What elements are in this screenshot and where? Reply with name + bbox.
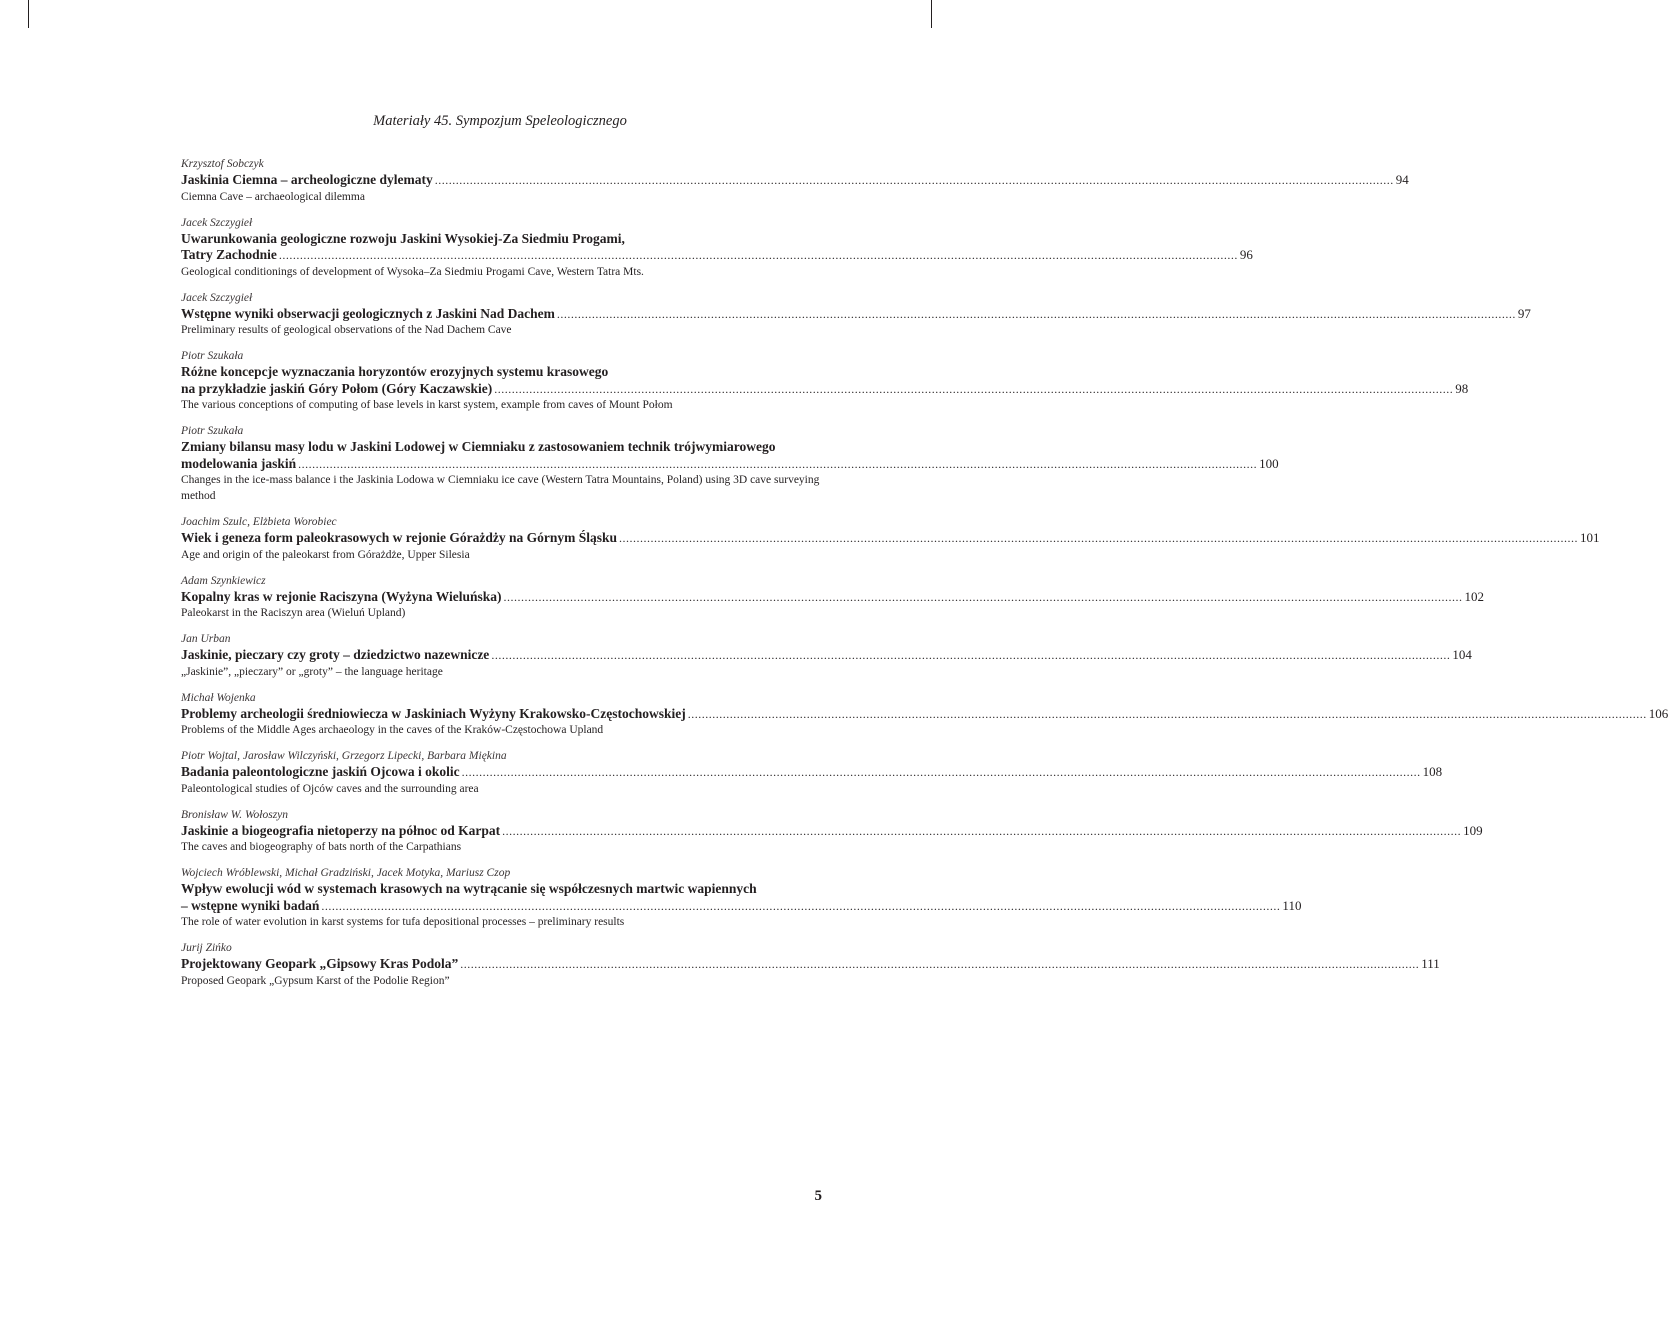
entry-author: Piotr Szukała: [181, 425, 244, 437]
entry-title-final-line: [181, 647, 1472, 664]
toc-entry: [181, 866, 1302, 930]
dot-leader: ..................................................................................................................................................................................................................................................................................: [618, 531, 1578, 545]
page-number: 5: [814, 1188, 822, 1204]
entry-author: Jan Urban: [181, 633, 231, 645]
entry-english-title: „Jaskinie”, „pieczary” or „groty” – the language heritage: [181, 665, 443, 678]
entry-title: na przykładzie jaskiń Góry Połom (Góry Kaczawskie): [181, 380, 493, 396]
entry-title-line: Różne koncepcje wyznaczania horyzontów erozyjnych systemu krasowego: [181, 364, 609, 379]
crop-mark-left: [28, 0, 29, 28]
entry-page-number: 94: [1395, 172, 1409, 187]
dot-leader: ..................................................................................................................................................................................................................................................................................: [461, 765, 1421, 779]
entry-title-line: Uwarunkowania geologiczne rozwoju Jaskini Wysokiej-Za Siedmiu Progami,: [181, 230, 625, 246]
entry-title: Kopalny kras w rejonie Raciszyna (Wyżyna Wieluńska): [181, 588, 502, 604]
entry-author: Wojciech Wróblewski, Michał Gradziński, Jacek Motyka, Mariusz Czop: [181, 867, 511, 879]
entry-author: Jurij Zińko: [181, 942, 232, 954]
entry-title-final-line: [181, 247, 1253, 264]
entry-title: Wiek i geneza form paleokrasowych w rejonie Górażdży na Górnym Śląsku: [181, 530, 617, 545]
entry-title-final-line: [181, 380, 1469, 398]
entry-title-line: Wpływ ewolucji wód w systemach krasowych na wytrącanie się współczesnych martwic wapiennych: [181, 881, 757, 896]
dot-leader: ..................................................................................................................................................................................................................................................................................: [278, 248, 1238, 262]
dot-leader: ..................................................................................................................................................................................................................................................................................: [321, 898, 1281, 913]
entry-author: Piotr Wojtal, Jarosław Wilczyński, Grzegorz Lipecki, Barbara Miękina: [181, 750, 507, 762]
entry-author: Michał Wojenka: [181, 691, 256, 704]
entry-author: Krzysztof Sobczyk: [181, 158, 264, 170]
entry-page-number: 96: [1239, 247, 1253, 262]
dot-leader: ..................................................................................................................................................................................................................................................................................: [460, 957, 1420, 971]
toc-entry: [181, 808, 1483, 856]
entry-title-line: Zmiany bilansu masy lodu w Jaskini Lodowej w Ciemniaku z zastosowaniem technik trójwymiarowego: [181, 439, 776, 454]
entry-english-title: The role of water evolution in karst systems for tufa depositional processes – preliminary results: [181, 916, 625, 928]
entry-title: Problemy archeologii średniowiecza w Jaskiniach Wyżyny Krakowsko-Częstochowskiej: [181, 705, 686, 721]
entry-page-number: 97: [1517, 305, 1531, 321]
entry-english-title: Ciemna Cave – archaeological dilemma: [181, 190, 365, 203]
entry-english-title: Paleokarst in the Raciszyn area (Wieluń Upland): [181, 607, 406, 619]
entry-title: Jaskinia Ciemna – archeologiczne dylematy: [181, 172, 433, 187]
dot-leader: ..................................................................................................................................................................................................................................................................................: [491, 648, 1451, 662]
entry-english-title: Age and origin of the paleokarst from Górażdże, Upper Silesia: [181, 548, 470, 561]
entry-page-number: 110: [1282, 897, 1302, 913]
entry-page-number: 108: [1422, 764, 1443, 779]
entry-title: Jaskinie, pieczary czy groty – dziedzictwo nazewnicze: [181, 647, 490, 662]
entry-page-number: 104: [1452, 647, 1472, 662]
toc-entry: [181, 291, 1531, 339]
entry-title-final-line: [181, 822, 1483, 840]
dot-leader: ..................................................................................................................................................................................................................................................................................: [687, 706, 1647, 721]
entry-page-number: 100: [1259, 455, 1279, 471]
toc-entry: [181, 349, 1469, 413]
entry-english-title: Paleontological studies of Ojców caves and the surrounding area: [181, 782, 479, 795]
entry-author: Bronisław W. Wołoszyn: [181, 808, 289, 821]
entry-title: Wstępne wyniki obserwacji geologicznych z Jaskini Nad Dachem: [181, 305, 555, 321]
entry-english-title: The caves and biogeography of bats north of the Carpathians: [181, 841, 462, 853]
dot-leader: ..................................................................................................................................................................................................................................................................................: [556, 306, 1516, 321]
entry-english-title: Changes in the ice-mass balance i the Jaskinia Lodowa w Ciemniaku ice cave (Western Tatra Mountains, Poland) using 3D cave surveying method: [181, 474, 820, 502]
dot-leader: ..................................................................................................................................................................................................................................................................................: [434, 173, 1394, 187]
running-header: Materiały 45. Sympozjum Speleologicznego: [373, 113, 627, 129]
entry-title: Projektowany Geopark „Gipsowy Kras Podola”: [181, 956, 459, 971]
entry-author: Adam Szynkiewicz: [181, 574, 266, 587]
entry-title-final-line: [181, 588, 1485, 606]
entry-page-number: 109: [1463, 822, 1483, 838]
entry-english-title: The various conceptions of computing of base levels in karst system, example from caves of Mount Połom: [181, 399, 673, 411]
toc-entry: [181, 157, 1409, 205]
entry-page-number: 101: [1579, 530, 1600, 545]
toc-entry: [181, 515, 1600, 563]
entry-page-number: 111: [1421, 956, 1440, 971]
entry-author: Jacek Szczygieł: [181, 291, 253, 304]
toc-entry: [181, 691, 1668, 739]
crop-mark-right: [931, 0, 932, 28]
entry-title: – wstępne wyniki badań: [181, 897, 320, 913]
entry-english-title: Preliminary results of geological observations of the Nad Dachem Cave: [181, 324, 512, 336]
entry-title-final-line: [181, 530, 1600, 547]
table-of-contents: [181, 157, 1668, 1000]
entry-title-final-line: [181, 897, 1302, 915]
entry-page-number: 102: [1464, 588, 1485, 604]
entry-english-title: Problems of the Middle Ages archaeology in the caves of the Kraków-Częstochowa Upland: [181, 724, 604, 736]
toc-entry: [181, 632, 1472, 680]
entry-author: Jacek Szczygieł: [181, 216, 253, 229]
toc-entry: [181, 424, 1279, 504]
entry-title-final-line: [181, 956, 1440, 973]
entry-title: Tatry Zachodnie: [181, 247, 277, 262]
dot-leader: ..................................................................................................................................................................................................................................................................................: [502, 823, 1462, 838]
entry-title: Badania paleontologiczne jaskiń Ojcowa i okolic: [181, 764, 460, 779]
entry-english-title: Proposed Geopark „Gypsum Karst of the Podolie Region”: [181, 974, 450, 987]
entry-title-final-line: [181, 705, 1668, 723]
toc-entry: [181, 941, 1440, 989]
toc-entry: [181, 574, 1485, 622]
entry-title-final-line: [181, 305, 1531, 323]
entry-title-final-line: [181, 455, 1279, 473]
entry-page-number: 98: [1455, 380, 1469, 396]
entry-title: Jaskinie a biogeografia nietoperzy na północ od Karpat: [181, 822, 501, 838]
entry-author: Joachim Szulc, Elżbieta Worobiec: [181, 516, 337, 528]
entry-english-title: Geological conditionings of development of Wysoka–Za Siedmiu Progami Cave, Western Tatra Mts.: [181, 265, 644, 278]
dot-leader: ..................................................................................................................................................................................................................................................................................: [298, 456, 1258, 471]
entry-title: modelowania jaskiń: [181, 455, 297, 471]
entry-title-final-line: [181, 172, 1409, 189]
entry-author: Piotr Szukała: [181, 350, 244, 362]
entry-page-number: 106: [1648, 705, 1668, 721]
dot-leader: ..................................................................................................................................................................................................................................................................................: [503, 589, 1463, 604]
dot-leader: ..................................................................................................................................................................................................................................................................................: [494, 381, 1454, 396]
entry-title-final-line: [181, 764, 1443, 781]
toc-entry: [181, 216, 1253, 280]
toc-entry: [181, 749, 1443, 797]
